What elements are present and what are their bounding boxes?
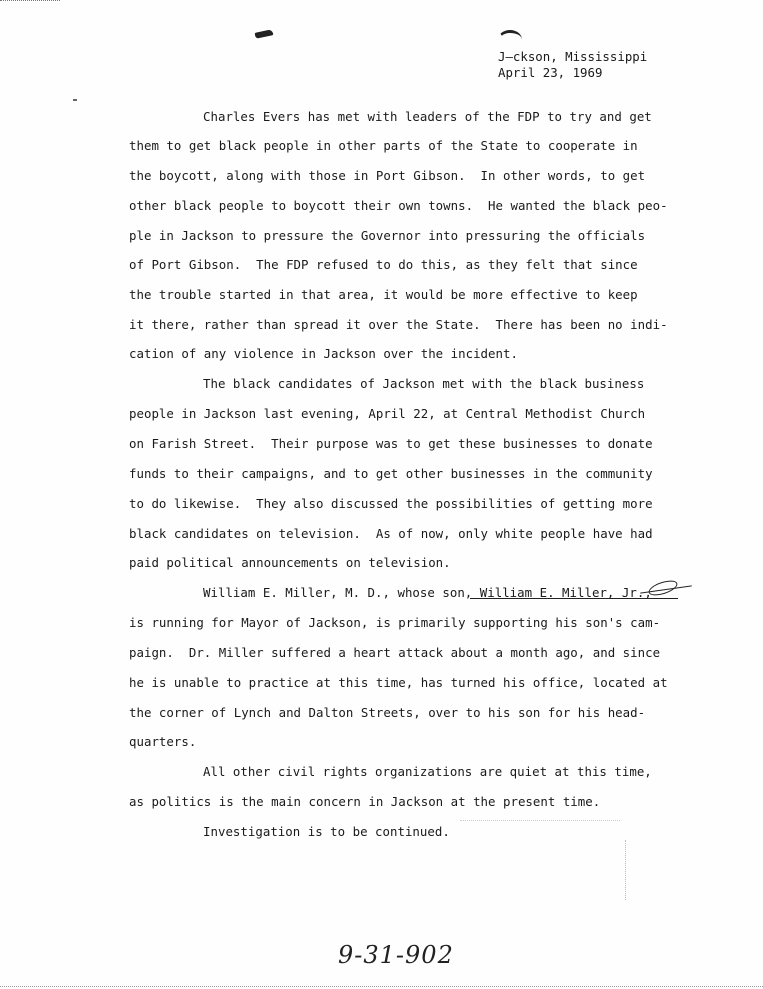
header-location: J—ckson, Mississippi <box>498 49 648 64</box>
handwritten-underline <box>470 598 678 599</box>
paragraph-line: it there, rather than spread it over the State. There has been no indi- <box>129 317 668 332</box>
scan-noise-vertical <box>625 840 628 900</box>
line-text: William E. Miller, M. D., whose son, <box>203 585 473 600</box>
bottom-dotted-edge <box>0 986 763 987</box>
paragraph-line: funds to their campaigns, and to get other businesses in the community <box>129 466 653 481</box>
ink-speck <box>73 99 77 101</box>
handwritten-arc-mark <box>498 30 522 49</box>
paragraph-line: paid political announcements on television. <box>129 555 451 570</box>
paragraph-line: people in Jackson last evening, April 22, at Central Methodist Church <box>129 406 646 421</box>
paragraph-line: of Port Gibson. The FDP refused to do this, as they felt that since <box>129 257 638 272</box>
paragraph-line: All other civil rights organizations are quiet at this time, <box>203 764 652 779</box>
paragraph-line: black candidates on television. As of now, only white people have had <box>129 526 653 541</box>
paragraph-line: other black people to boycott their own towns. He wanted the black peo- <box>129 198 668 213</box>
paragraph-line: the trouble started in that area, it would be more effective to keep <box>129 287 638 302</box>
paragraph-line: he is unable to practice at this time, has turned his office, located at <box>129 675 668 690</box>
paragraph-line: quarters. <box>129 734 197 749</box>
paragraph-line: Investigation is to be continued. <box>203 824 450 839</box>
paragraph-line: The black candidates of Jackson met with the black business <box>203 376 645 391</box>
paragraph-line: cation of any violence in Jackson over the incident. <box>129 346 518 361</box>
paragraph-line: paign. Dr. Miller suffered a heart attack about a month ago, and since <box>129 645 661 660</box>
scan-noise <box>460 820 620 829</box>
top-left-dotted-edge <box>0 0 60 5</box>
paragraph-line: Charles Evers has met with leaders of the FDP to try and get <box>203 109 652 124</box>
handwritten-file-number: 9-31-902 <box>338 941 454 969</box>
ink-mark <box>255 29 274 39</box>
paragraph-line: as politics is the main concern in Jackson at the present time. <box>129 794 601 809</box>
paragraph-line: the boycott, along with those in Port Gibson. In other words, to get <box>129 168 646 183</box>
paragraph-line: on Farish Street. Their purpose was to get these businesses to donate <box>129 436 653 451</box>
underlined-name: William E. Miller, Jr., <box>479 585 652 600</box>
paragraph-line: them to get black people in other parts of the State to cooperate in <box>129 138 638 153</box>
paragraph-line: the corner of Lynch and Dalton Streets, over to his son for his head- <box>129 705 646 720</box>
paragraph-line: is running for Mayor of Jackson, is primarily supporting his son's cam- <box>129 615 661 630</box>
header-date: April 23, 1969 <box>498 65 603 80</box>
paragraph-line: ple in Jackson to pressure the Governor into pressuring the officials <box>129 228 646 243</box>
letter-header <box>498 49 647 81</box>
paragraph-line: to do likewise. They also discussed the possibilities of getting more <box>129 496 653 511</box>
